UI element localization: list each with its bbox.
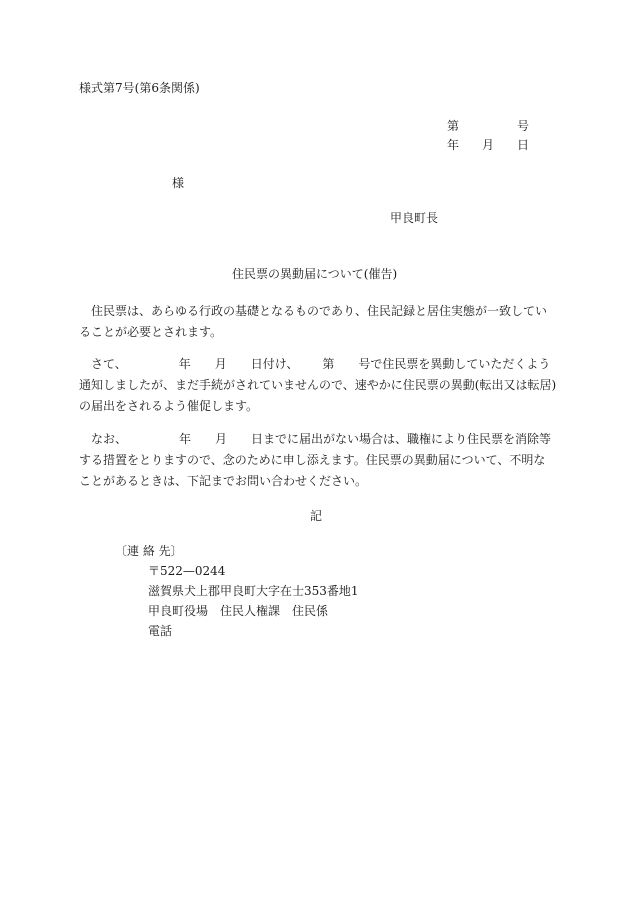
date-month: 月	[482, 138, 495, 152]
form-label: 様式第7号(第6条関係)	[79, 81, 200, 95]
date-day: 日	[517, 138, 530, 152]
para2-year: 年	[178, 357, 191, 371]
date-year: 年	[447, 138, 460, 152]
paragraph-1-text: 住民票は、あらゆる行政の基礎となるものであり、住民記録と居住実態が一致していることが必要とされます。	[79, 304, 548, 339]
para2-rest: 号で住民票を異動していただくよう通知しましたが、まだ手続がされていませんので、速やかに住民票の異動(転出又は転居)の届出をされるよう催促します。	[79, 357, 557, 413]
paragraph-2	[79, 354, 557, 417]
para2-month: 月	[214, 357, 227, 371]
contact-phone-label: 電話	[148, 624, 173, 638]
sender-title: 甲良町長	[390, 211, 439, 225]
para3-month: 月	[215, 432, 228, 446]
para2-intro: さて、	[91, 357, 127, 371]
paragraph-3	[79, 429, 557, 492]
para2-dai: 第	[322, 357, 335, 371]
document-title: 住民票の異動届について(催告)	[232, 267, 398, 281]
contact-office: 甲良町役場 住民人権課 住民係	[148, 604, 329, 618]
para2-day-dated: 日付け、	[250, 357, 299, 371]
contact-postal: 〒522—0244	[148, 564, 226, 578]
number-dai: 第	[447, 119, 460, 133]
contact-heading: 〔連 絡 先〕	[115, 544, 183, 558]
para3-year: 年	[179, 432, 192, 446]
contact-address: 滋賀県犬上郡甲良町大字在士353番地1	[148, 584, 359, 598]
para3-intro: なお、	[91, 432, 128, 446]
ki-heading: 記	[310, 509, 323, 523]
para3-rest: 日までに届出がない場合は、職権により住民票を消除等する措置をとりますので、念のために申し添えます。住民票の異動届について、不明なことがあるときは、下記までお問い合わせください。	[79, 432, 552, 488]
number-go: 号	[517, 119, 530, 133]
addressee-sama: 様	[172, 176, 185, 190]
paragraph-1	[79, 301, 557, 343]
